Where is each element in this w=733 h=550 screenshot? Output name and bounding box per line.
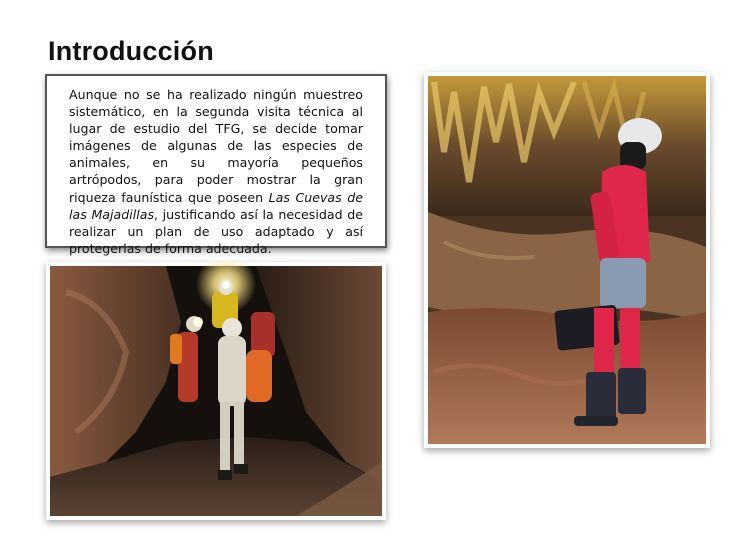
cave-name: Las Cuevas de las Majadillas (69, 189, 363, 222)
intro-paragraph-part2: , justificando así la necesidad de realizar un plan de uso adaptado y así protegerlas de forma adecuada. (69, 206, 363, 256)
slide-title: Introducción (48, 36, 214, 66)
cave-passage-photo (46, 262, 386, 520)
caver-illustration (424, 72, 710, 448)
caver-looking-up-photo (424, 72, 710, 448)
intro-paragraph-part1: Aunque no se ha realizado ningún muestreo sistemático, en la segunda visita técnica al lugar de estudio del TFG, se decide tomar imágenes de algunas de las especies de animales, en su mayoría pequeños artrópodos, para poder mostrar la gran riqueza faunística que poseen (69, 87, 363, 205)
intro-paragraph (69, 86, 363, 257)
intro-text-box (45, 74, 387, 256)
cave-passage-illustration (46, 262, 386, 520)
